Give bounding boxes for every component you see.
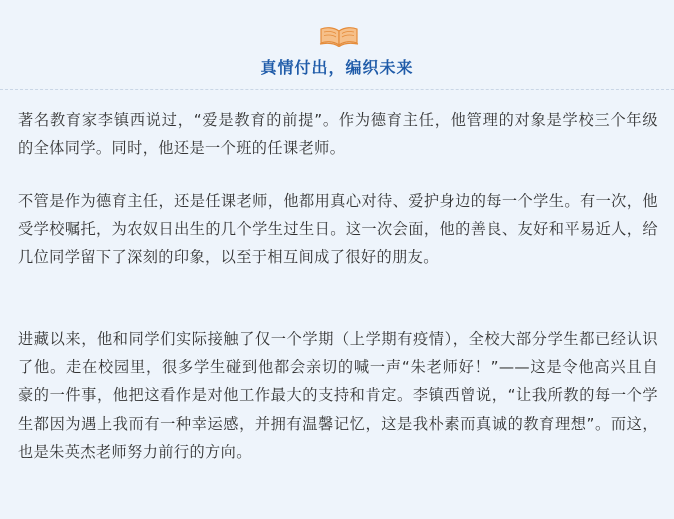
article-title: 真情付出，编织未来 <box>260 58 414 77</box>
title-container <box>0 56 674 80</box>
open-book-icon <box>319 25 359 47</box>
paragraph-2: 不管是作为德育主任，还是任课老师，他都用真心对待、爱护身边的每一个学生。有一次，他受学校嘱托，为农奴日出生的几个学生过生日。这一次会面，他的善良、友好和平易近人，给几位同学留下了深刻的印象，以至于相互间成了很好的朋友。 <box>18 192 658 267</box>
title-divider <box>0 89 674 90</box>
paragraph-3: 进藏以来，他和同学们实际接触了仅一个学期（上学期有疫情），全校大部分学生都已经认识了他。走在校园里，很多学生碰到他都会亲切的喊一声“朱老师好！”——这是令他高兴且自豪的一件事，他把这看作是对他工作最大的支持和肯定。李镇西曾说，“让我所教的每一个学生都因为遇上我而有一种幸运感，并拥有温馨记忆，这是我朴素而真诚的教育理想”。而这，也是朱英杰老师努力前行的方向。 <box>18 330 658 461</box>
paragraph-1: 著名教育家李镇西说过，“爱是教育的前提”。作为德育主任，他管理的对象是学校三个年级的全体同学。同时，他还是一个班的任课老师。 <box>18 111 658 158</box>
